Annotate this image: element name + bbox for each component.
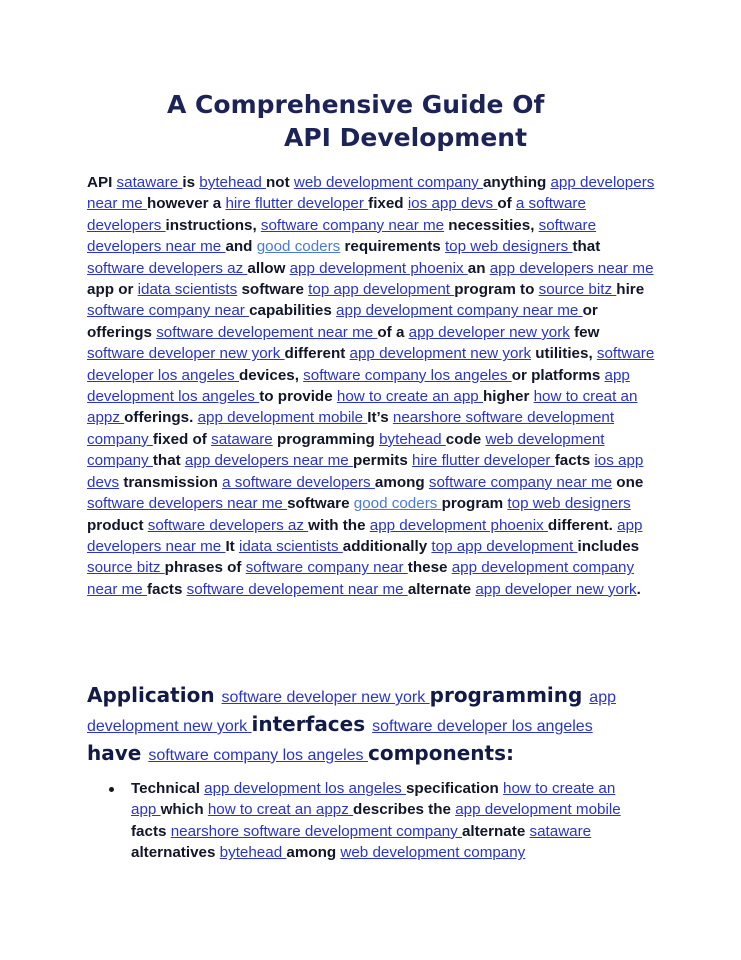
inline-link[interactable]: app development los angeles	[204, 780, 406, 797]
inline-link[interactable]: app developer new york	[475, 580, 637, 598]
bold-text: these	[407, 559, 452, 577]
inline-link[interactable]: software developement near me	[186, 580, 408, 598]
inline-link[interactable]: software developer new york	[221, 689, 430, 706]
bold-text: It’s	[367, 409, 393, 427]
title-line-1: A Comprehensive Guide Of	[167, 90, 545, 119]
bold-text: allow	[247, 259, 290, 277]
bold-text: different	[284, 345, 350, 363]
inline-link[interactable]: source bitz	[87, 559, 165, 577]
inline-link[interactable]: software company los angeles	[148, 747, 368, 764]
bold-text: instructions,	[165, 216, 261, 234]
inline-link[interactable]: software developers near me	[87, 216, 597, 256]
inline-link[interactable]: idata scientists	[238, 537, 343, 555]
bold-text: among	[374, 473, 429, 491]
bold-text: requirements	[340, 238, 445, 256]
bold-text: facts	[131, 822, 171, 840]
bold-text: hire	[616, 281, 645, 299]
inline-link[interactable]: web development company	[340, 844, 526, 862]
inline-link[interactable]: software developers az	[147, 516, 309, 534]
bold-text: additionally	[342, 537, 432, 555]
bold-text: to provide	[259, 388, 337, 406]
bold-text: phrases of	[164, 559, 246, 577]
inline-link[interactable]: bytehead	[379, 430, 446, 448]
inline-link[interactable]: how to creat an appz	[87, 388, 638, 427]
inline-link[interactable]: a software developers	[87, 195, 586, 234]
inline-link[interactable]: app development new york	[349, 345, 532, 363]
inline-link[interactable]: bytehead	[199, 174, 267, 191]
bold-text: not	[266, 174, 294, 191]
bold-text: among	[286, 844, 341, 862]
bold-text: an	[467, 259, 490, 277]
inline-link[interactable]: how to create an app	[336, 388, 483, 406]
inline-link[interactable]: app developers near me	[489, 259, 654, 277]
inline-link[interactable]: how to creat an appz	[207, 801, 354, 819]
bold-text: or platforms	[511, 366, 605, 384]
bold-text: specification	[405, 780, 504, 797]
inline-link[interactable]: app development mobile	[455, 801, 621, 819]
bold-text: API	[87, 174, 117, 191]
bold-text: anything	[482, 174, 551, 191]
bold-text: and	[225, 238, 257, 256]
body-paragraph	[87, 172, 655, 600]
inline-link[interactable]: app development phoenix	[289, 259, 468, 277]
bold-text: fixed	[368, 195, 408, 213]
inline-link[interactable]: app development new york	[87, 689, 616, 735]
bold-text: code	[445, 430, 486, 448]
heading-text: have	[87, 741, 149, 765]
bold-text: fixed of	[152, 430, 212, 448]
inline-link[interactable]: ios app devs	[407, 195, 498, 213]
inline-link[interactable]: software company los angeles	[303, 366, 512, 384]
bold-text: different.	[547, 516, 618, 534]
bold-text: higher	[482, 388, 534, 406]
bold-text: necessities,	[444, 216, 539, 234]
inline-link[interactable]: software developement near me	[156, 323, 378, 341]
inline-link[interactable]: good coders	[353, 495, 442, 513]
bold-text: that	[572, 238, 601, 256]
bold-text: devices,	[238, 366, 304, 384]
bold-text: is	[182, 174, 200, 191]
inline-link[interactable]: nearshore software development company	[170, 822, 462, 840]
inline-link[interactable]: app developer new york	[408, 323, 570, 341]
inline-link[interactable]: web development company	[293, 174, 483, 191]
bold-text: transmission	[119, 473, 223, 491]
bullet-dot-icon	[109, 787, 114, 792]
inline-link[interactable]: sataware	[529, 822, 592, 840]
inline-link[interactable]: source bitz	[538, 281, 617, 299]
inline-link[interactable]: top app development	[308, 281, 455, 299]
bold-text: few	[569, 323, 600, 341]
bold-text: alternatives	[131, 844, 220, 862]
section-heading	[87, 682, 647, 769]
heading-text: Application	[87, 683, 222, 707]
bold-text: facts	[146, 580, 187, 598]
inline-link[interactable]: software developer los angeles	[372, 718, 593, 735]
inline-link[interactable]: good coders	[256, 238, 341, 256]
bold-text: program to	[454, 281, 539, 299]
bold-text: It	[225, 537, 239, 555]
inline-link[interactable]: web development company	[87, 430, 605, 470]
bold-text: permits	[352, 452, 413, 470]
bold-text: alternate	[461, 822, 530, 840]
inline-link[interactable]: app developers near me	[184, 452, 353, 470]
inline-link[interactable]: nearshore software development company	[87, 409, 615, 448]
inline-link[interactable]: app development phoenix	[369, 516, 548, 534]
bold-text: software	[237, 281, 309, 299]
bold-text: Technical	[131, 780, 205, 797]
inline-link[interactable]: ios app devs	[87, 452, 644, 491]
inline-link[interactable]: top web designers	[507, 495, 631, 513]
bold-text: with the	[308, 516, 370, 534]
inline-link[interactable]: sataware	[116, 174, 183, 191]
inline-link[interactable]: software developers near me	[87, 495, 288, 513]
title-line-2: API Development	[284, 123, 528, 152]
bold-text: that	[152, 452, 185, 470]
bold-text: program	[441, 495, 508, 513]
bold-text: offerings.	[124, 409, 198, 427]
bold-text: of	[497, 195, 516, 213]
heading-text: interfaces	[251, 712, 373, 736]
bold-text: however a	[146, 195, 226, 213]
bold-text: app or	[87, 281, 138, 299]
inline-link[interactable]: app developers near me	[87, 516, 643, 555]
bold-text: product	[87, 516, 148, 534]
inline-link[interactable]: software company near	[87, 302, 250, 320]
inline-link[interactable]: software company near me	[428, 473, 613, 491]
bold-text: programming	[272, 430, 380, 448]
bold-text: .	[636, 580, 641, 598]
inline-link[interactable]: app development company near me	[336, 302, 583, 320]
inline-link[interactable]: hire flutter developer	[225, 195, 369, 213]
inline-link[interactable]: software developer new york	[87, 345, 285, 363]
bold-text: utilities,	[531, 345, 597, 363]
inline-link[interactable]: app developers near me	[87, 174, 655, 213]
inline-link[interactable]: a software developers	[222, 473, 375, 491]
inline-link[interactable]: app development mobile	[197, 409, 368, 427]
inline-link[interactable]: software developers az	[87, 259, 248, 277]
bold-text: alternate	[407, 580, 476, 598]
heading-text: components:	[367, 741, 514, 765]
bold-text: describes the	[353, 801, 456, 819]
inline-link[interactable]: app development company near me	[87, 559, 635, 598]
inline-link[interactable]: app development los angeles	[87, 366, 630, 406]
inline-link[interactable]: hire flutter developer	[412, 452, 555, 470]
bold-text: facts	[554, 452, 595, 470]
inline-link[interactable]: top web designers	[444, 238, 573, 256]
inline-link[interactable]: idata scientists	[137, 281, 238, 299]
bold-text: capabilities	[249, 302, 337, 320]
list-item	[109, 778, 639, 864]
inline-link[interactable]: software company near me	[260, 216, 445, 234]
inline-link[interactable]: bytehead	[219, 844, 287, 862]
inline-link[interactable]: software developer los angeles	[87, 345, 655, 384]
bold-text: software	[287, 495, 354, 513]
bold-text: or offerings	[87, 302, 598, 341]
bold-text: one	[612, 473, 644, 491]
inline-link[interactable]: top app development	[431, 537, 578, 555]
heading-text: programming	[429, 683, 590, 707]
inline-link[interactable]: sataware	[211, 430, 273, 448]
bold-text: of a	[377, 323, 409, 341]
bold-text: which	[160, 801, 208, 819]
document-title	[0, 88, 741, 154]
bullet-list	[109, 778, 639, 864]
inline-link[interactable]: software company near	[245, 559, 408, 577]
bold-text: includes	[577, 537, 640, 555]
inline-link[interactable]: how to create an app	[131, 780, 616, 819]
